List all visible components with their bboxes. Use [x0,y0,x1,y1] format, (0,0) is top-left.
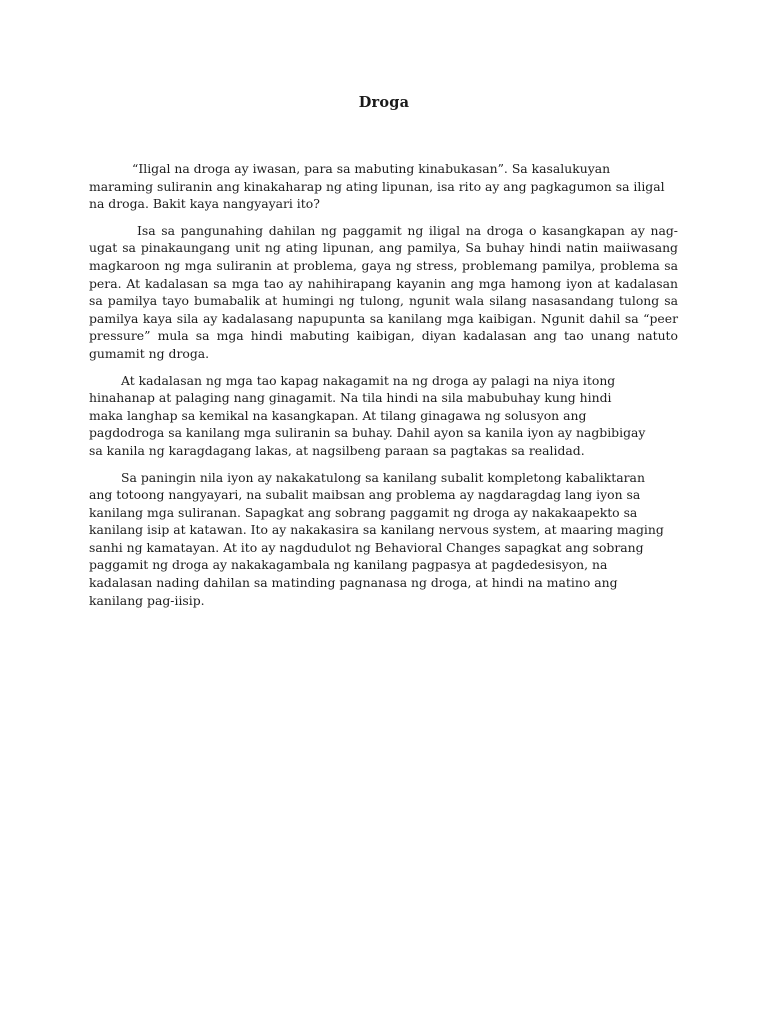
paragraph-2: Isa sa pangunahing dahilan ng paggamit ng iligal na droga o kasangkapan ay nag-ugat sa pinakaungang unit ng ating lipunan, ang pamilya, Sa buhay hindi natin maiiwasang magkaroon ng mga suliranin at problema, gaya ng stress, problemang pamilya, problema sa pera. At kadalasan sa mga tao ay nahihirapang kayanin ang mga hamong iyon at kadalasan sa pamilya tayo bumabalik at humingi ng tulong, ngunit wala silang nasasandang tulong sa pamilya kaya sila ay kadalasang napupunta sa kanilang mga kaibigan. Ngunit dahil sa “peer pressure” mula sa mga hindi mabuting kaibigan, diyan kadalasan ang tao unang natuto gumamit ng droga. [89,222,678,361]
paragraph-4: Sa paningin nila iyon ay nakakatulong sa kanilang subalit kompletong kabaliktaran ang totoong nangyayari, na subalit maibsan ang problema ay nagdaragdag lang iyon sa kanilang mga suliranan. Sapagkat ang sobrang paggamit ng droga ay nakakaapekto sa kanilang isip at katawan. Ito ay nakakasira sa kanilang nervous system, at maaring maging sanhi ng kamatayan. At ito ay nagdudulot ng Behavioral Changes sapagkat ang sobrang paggamit ng droga ay nakakagambala ng kanilang pagpasya at pagdedesisyon, na kadalasan nading dahilan sa matinding pagnanasa ng droga, at hindi na matino ang kanilang pag-iisip. [89,469,664,608]
document-body [89,160,678,609]
document-title: Droga [358,94,410,111]
paragraph-1: “Iligal na droga ay iwasan, para sa mabuting kinabukasan”. Sa kasalukuyan maraming suliranin ang kinakaharap ng ating lipunan, isa rito ay ang pagkagumon sa iligal na droga. Bakit kaya nangyayari ito? [89,161,665,212]
paragraph-3: At kadalasan ng mga tao kapag nakagamit na ng droga ay palagi na niya itong hinahanap at palaging nang ginagamit. Na tila hindi na sila mabubuhay kung hindi maka langhap sa kemikal na kasangkapan. At tilang ginagawa ng solusyon ang pagdodroga sa kanilang mga suliranin sa buhay. Dahil ayon sa kanila iyon ay nagbibigay sa kanila ng karagdagang lakas, at nagsilbeng paraan sa pagtakas sa realidad. [89,372,646,458]
